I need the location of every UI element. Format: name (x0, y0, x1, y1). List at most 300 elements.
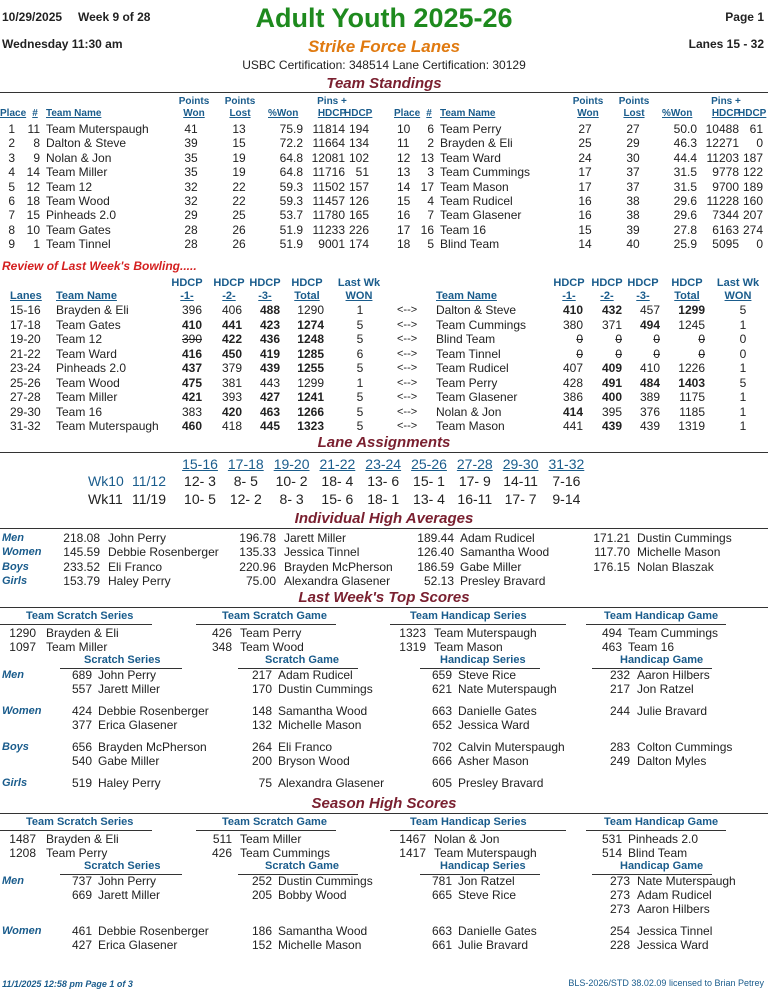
bowler-name: Samantha Wood (460, 545, 550, 560)
score: 244 (609, 704, 630, 718)
score: 1290 (297, 303, 324, 317)
team-name: Nolan & Jon (436, 404, 502, 419)
bowler-name: Dalton Myles (637, 754, 707, 768)
team-name: Team Mason (436, 419, 505, 433)
matchup: 9-14 (552, 491, 581, 507)
hdcp: 61 (749, 122, 763, 136)
matchup: 16-11 (457, 491, 493, 507)
day-time: Wednesday 11:30 am (2, 37, 123, 51)
points-won: 15 (578, 222, 592, 237)
points-won: 17 (578, 165, 592, 180)
points-lost: 25 (232, 208, 246, 223)
score: 217 (251, 668, 272, 682)
bowler-name: Adam Rudicel (278, 668, 353, 682)
score: 514 (601, 846, 622, 860)
score: 663 (431, 704, 452, 718)
category-label: Men (2, 532, 24, 544)
team-name: Team Perry (240, 626, 302, 640)
team-name: Team Muterspaugh (434, 626, 537, 640)
column-header: -1- (180, 290, 194, 302)
underline (196, 830, 336, 831)
divider (0, 528, 768, 529)
column-header: Last Wk (716, 277, 760, 289)
high-avg-title: Individual High Averages (294, 510, 474, 527)
score: 0 (698, 346, 705, 361)
pins-hdcp: 11233 (312, 222, 345, 237)
category-label: Boys (2, 560, 29, 573)
score: 439 (601, 419, 622, 433)
category-label: Women (2, 546, 42, 559)
lane-pair: 21-22 (10, 346, 41, 361)
underline (196, 624, 336, 625)
score: 1285 (297, 346, 324, 361)
place: 15 (397, 194, 411, 208)
column-header: HDCP (671, 277, 703, 289)
matchup: 10- 5 (184, 491, 216, 507)
season-title: Season High Scores (311, 795, 457, 812)
column-header: Handicap Game (620, 654, 704, 666)
lanes-range: Lanes 15 - 32 (688, 37, 764, 51)
team-name: Brayden & Eli (440, 136, 513, 151)
points-lost: 39 (626, 222, 640, 237)
pct-won: 59.3 (279, 194, 303, 208)
team-name: Brayden & Eli (46, 626, 119, 640)
score: 437 (181, 361, 202, 375)
pins-hdcp: 7344 (712, 208, 739, 223)
score: 400 (601, 390, 622, 404)
average: 196.78 (239, 531, 276, 545)
lane-pair-header: 15-16 (182, 456, 218, 472)
column-header: HDCP (738, 108, 767, 119)
week-label: Wk10 (88, 473, 124, 489)
average: 126.40 (417, 545, 454, 560)
score: 381 (221, 375, 242, 390)
score: 1403 (678, 375, 705, 390)
pins-hdcp: 5095 (712, 237, 739, 252)
column-header: Place (394, 108, 421, 119)
review-row (0, 347, 768, 361)
score: 659 (431, 668, 452, 682)
column-header: %Won (662, 108, 693, 119)
score: 1299 (678, 303, 705, 317)
score: 702 (431, 740, 452, 754)
score: 1097 (9, 640, 36, 654)
score: 443 (259, 375, 280, 390)
standings-title: Team Standings (326, 75, 442, 92)
points-won: 39 (184, 136, 198, 151)
vs-arrow: <--> (397, 333, 418, 345)
bowler-name: Jarett Miller (98, 682, 161, 696)
category-label: Women (2, 705, 42, 717)
hdcp: 157 (348, 179, 369, 194)
pct-won: 64.8 (279, 165, 303, 180)
matchup: 8- 3 (279, 491, 304, 507)
column-header: -3- (258, 290, 272, 302)
team-number: 14 (26, 165, 40, 180)
bowler-name: Michelle Mason (278, 718, 362, 732)
hdcp: 274 (742, 222, 763, 237)
column-header: HDCP (171, 277, 203, 289)
score: 1 (356, 303, 364, 317)
lane-pair-header: 23-24 (365, 456, 402, 472)
team-number: 11 (27, 122, 40, 136)
category-label: Girls (2, 777, 28, 789)
vs-arrow: <--> (397, 391, 418, 403)
team-number: 15 (26, 208, 40, 223)
hdcp: 51 (355, 165, 369, 180)
matchup: 13- 4 (413, 491, 445, 507)
pct-won: 25.9 (673, 237, 697, 252)
average: 135.33 (239, 545, 276, 560)
team-name: Team Mason (440, 179, 509, 194)
lane-pair: 31-32 (10, 419, 41, 433)
standings-row (0, 151, 768, 165)
score: 663 (431, 924, 452, 938)
average: 145.59 (63, 545, 100, 560)
team-name: Team Miller (46, 165, 108, 180)
points-won: 32 (184, 179, 198, 194)
matchup: 18- 4 (321, 473, 354, 489)
standings-row (0, 122, 768, 136)
bowler-name: Debbie Rosenberger (98, 924, 209, 938)
bowler-name: John Perry (108, 531, 167, 545)
pct-won: 29.6 (673, 194, 697, 208)
score: 5 (356, 317, 364, 332)
score: 1 (739, 361, 747, 375)
pct-won: 51.9 (279, 237, 303, 252)
score: 737 (71, 874, 92, 888)
score: 5 (356, 419, 364, 433)
bowler-name: Nate Muterspaugh (458, 682, 557, 696)
points-won: 41 (184, 122, 198, 136)
average: 75.00 (245, 573, 276, 588)
points-won: 16 (578, 208, 592, 223)
bowler-name: Erica Glasener (98, 718, 178, 732)
score: 200 (251, 754, 272, 768)
place: 2 (8, 136, 15, 151)
column-header: Handicap Series (440, 860, 526, 872)
place: 5 (8, 179, 15, 194)
team-name: Team Gates (56, 317, 121, 332)
bowler-name: Danielle Gates (458, 924, 537, 938)
bowler-name: Haley Perry (98, 776, 161, 790)
standings-row (0, 180, 768, 194)
column-header: Team Scratch Series (26, 610, 134, 622)
pins-hdcp: 6163 (712, 222, 739, 237)
score: 0 (615, 346, 622, 361)
average: 176.15 (593, 559, 630, 574)
team-name: Team Miller (240, 832, 302, 846)
pct-won: 46.3 (673, 136, 697, 151)
score: 420 (221, 404, 242, 419)
points-won: 32 (184, 194, 198, 208)
score: 557 (71, 682, 92, 696)
score: 441 (221, 317, 242, 332)
score: 148 (251, 704, 272, 718)
score: 1 (739, 317, 747, 332)
score: 494 (601, 626, 622, 640)
bowler-name: Julie Bravard (637, 704, 708, 718)
score: 418 (221, 419, 242, 433)
pct-won: 27.8 (673, 222, 697, 237)
points-lost: 29 (626, 136, 640, 151)
score: 445 (259, 419, 280, 433)
team-name: Team Wood (240, 640, 304, 654)
lane-pair: 19-20 (10, 332, 41, 346)
column-header: Team Name (46, 108, 102, 119)
score: 1290 (9, 626, 36, 640)
score: 511 (212, 832, 232, 846)
matchup: 13- 6 (367, 473, 400, 489)
bowler-name: Nolan Blaszak (637, 559, 714, 574)
points-lost: 30 (626, 150, 640, 165)
team-name: Team 12 (46, 179, 93, 194)
points-won: 28 (184, 237, 198, 252)
place: 14 (397, 179, 411, 194)
standings-row (0, 223, 768, 237)
column-header: Pins + (317, 96, 347, 107)
column-header: Team Scratch Game (222, 610, 327, 622)
team-name: Team Ward (440, 150, 501, 165)
place: 1 (8, 122, 15, 136)
standings-row (0, 165, 768, 179)
points-won: 27 (578, 122, 592, 136)
standings-row (0, 136, 768, 150)
divider (0, 607, 768, 608)
score: 1 (739, 390, 747, 404)
score: 348 (211, 640, 232, 654)
score: 410 (562, 303, 583, 317)
score: 540 (71, 754, 92, 768)
week-label: Wk11 (88, 491, 123, 507)
column-header: -2- (222, 290, 236, 302)
underline (390, 830, 566, 831)
column-header: Scratch Game (265, 860, 339, 872)
score: 390 (181, 332, 202, 346)
team-name: Team Muterspaugh (56, 419, 159, 433)
divider (0, 92, 768, 93)
vs-arrow: <--> (397, 362, 418, 374)
score: 450 (221, 346, 242, 361)
points-won: 17 (578, 179, 592, 194)
score: 407 (562, 361, 583, 375)
score: 0 (739, 346, 747, 361)
column-header: Points (224, 96, 256, 107)
team-name: Team Tinnel (436, 346, 501, 361)
week-date: 11/12 (132, 473, 166, 489)
pins-hdcp: 11502 (312, 179, 345, 194)
team-number: 17 (420, 179, 434, 194)
score: 1208 (9, 846, 36, 860)
points-lost: 19 (232, 165, 246, 180)
lane-pair-header: 25-26 (411, 456, 447, 472)
team-name: Nolan & Jon (46, 150, 112, 165)
vs-arrow: <--> (397, 304, 418, 316)
bowler-name: Jarett Miller (284, 531, 347, 545)
matchup: 15- 1 (413, 473, 445, 489)
bowler-name: Michelle Mason (278, 938, 362, 952)
average: 52.13 (423, 573, 454, 588)
team-name: Team Rudicel (440, 194, 513, 208)
bowler-name: Dustin Cummings (278, 874, 373, 888)
column-header: -3- (636, 290, 650, 302)
column-header: HDCP (317, 108, 347, 119)
bowler-name: Bobby Wood (278, 888, 347, 902)
score: 1487 (9, 832, 36, 846)
score: 1319 (678, 419, 705, 433)
column-header: WON (724, 290, 752, 302)
column-header: Lost (229, 108, 251, 119)
bowler-name: Michelle Mason (637, 545, 721, 560)
score: 283 (609, 740, 630, 754)
score: 409 (601, 361, 622, 375)
points-lost: 26 (232, 222, 246, 237)
team-name: Dalton & Steve (46, 136, 127, 151)
team-number: 16 (420, 222, 434, 237)
score: 689 (71, 668, 92, 682)
score: 427 (259, 390, 280, 404)
score: 1248 (297, 332, 324, 346)
bowler-name: Nate Muterspaugh (637, 874, 736, 888)
week-label: Week 9 of 28 (78, 10, 151, 24)
bowler-name: Eli Franco (108, 559, 163, 574)
place: 13 (397, 165, 411, 180)
team-name: Team Rudicel (436, 361, 509, 375)
score: 419 (259, 346, 280, 361)
pins-hdcp: 11814 (312, 122, 345, 136)
average: 189.44 (417, 531, 454, 545)
score: 217 (609, 682, 630, 696)
bowler-name: Jon Ratzel (458, 874, 515, 888)
score: 0 (653, 346, 660, 361)
bowler-name: Debbie Rosenberger (98, 704, 209, 718)
column-header: Lost (623, 108, 645, 119)
hdcp: 207 (742, 208, 763, 223)
average: 218.08 (63, 531, 100, 545)
bowler-name: John Perry (98, 668, 157, 682)
score: 186 (251, 924, 272, 938)
column-header: Team Scratch Series (26, 816, 134, 828)
points-lost: 40 (626, 237, 640, 252)
column-header: Team Name (56, 290, 117, 302)
team-name: Pinheads 2.0 (46, 208, 117, 223)
category-label: Boys (2, 741, 29, 753)
column-header: Last Wk (337, 277, 381, 289)
hdcp: 194 (348, 122, 369, 136)
score: 205 (251, 888, 272, 902)
place: 7 (8, 208, 15, 223)
underline (586, 624, 726, 625)
pct-won: 72.2 (279, 136, 303, 151)
underline (0, 830, 152, 831)
score: 396 (181, 303, 202, 317)
column-header: Points (178, 96, 210, 107)
lane-pair-header: 21-22 (319, 456, 356, 472)
matchup: 12- 2 (229, 491, 262, 507)
place: 12 (397, 150, 411, 165)
points-lost: 37 (626, 165, 640, 180)
score: 436 (259, 332, 280, 346)
score: 428 (562, 375, 583, 390)
column-header: Total (294, 290, 320, 302)
lane-pair-header: 31-32 (548, 456, 585, 472)
points-lost: 37 (626, 179, 640, 194)
certification: USBC Certification: 348514 Lane Certification: 30129 (242, 58, 526, 72)
bowler-name: Debbie Rosenberger (108, 545, 219, 560)
column-header: HDCP (553, 277, 585, 289)
vs-arrow: <--> (397, 347, 418, 360)
review-row (0, 318, 768, 332)
score: 6 (356, 346, 364, 361)
points-lost: 22 (232, 194, 246, 208)
divider (0, 813, 768, 814)
column-header: WON (345, 290, 373, 302)
place: 11 (397, 136, 410, 151)
team-number: 1 (33, 237, 40, 252)
team-name: Nolan & Jon (434, 832, 500, 846)
score: 0 (653, 332, 660, 346)
underline (390, 624, 566, 625)
score: 273 (609, 874, 630, 888)
team-number: 8 (33, 136, 40, 151)
matchup: 14-11 (503, 473, 538, 489)
score: 1323 (297, 419, 324, 433)
bowler-name: Steve Rice (458, 888, 517, 902)
team-number: 5 (427, 237, 434, 252)
bowler-name: John Perry (98, 874, 157, 888)
score: 1245 (678, 317, 705, 332)
points-lost: 22 (232, 179, 246, 194)
score: 170 (251, 682, 272, 696)
score: 652 (431, 718, 452, 732)
team-number: 3 (427, 165, 434, 180)
lane-pair: 25-26 (10, 375, 41, 390)
score: 1241 (297, 390, 324, 404)
score: 393 (221, 390, 242, 404)
score: 254 (609, 924, 630, 938)
score: 1226 (678, 361, 705, 375)
score: 264 (251, 740, 272, 754)
score: 531 (601, 832, 622, 846)
bowler-name: Jessica Ward (458, 718, 530, 732)
matchup: 7-16 (552, 473, 581, 489)
bowler-name: Brayden McPherson (98, 740, 207, 754)
team-name: Dalton & Steve (436, 303, 517, 317)
pct-won: 31.5 (673, 165, 697, 180)
score: 0 (576, 332, 583, 346)
pct-won: 44.4 (673, 150, 697, 165)
team-name: Team Tinnel (46, 237, 111, 252)
score: 1417 (399, 846, 426, 860)
vs-arrow: <--> (397, 318, 418, 331)
average: 117.70 (594, 545, 630, 560)
team-name: Team Perry (46, 846, 108, 860)
score: 423 (259, 317, 280, 332)
hdcp: 134 (348, 136, 369, 151)
team-number: 9 (33, 150, 40, 165)
score: 1319 (399, 640, 426, 654)
team-name: Team Muterspaugh (46, 122, 149, 136)
score: 0 (576, 346, 583, 361)
matchup: 8- 5 (233, 473, 258, 489)
points-lost: 38 (626, 194, 640, 208)
team-number: 13 (420, 150, 434, 165)
hdcp: 0 (756, 136, 763, 151)
lane-pair: 15-16 (10, 303, 41, 317)
pins-hdcp: 12081 (311, 150, 345, 165)
score: 377 (71, 718, 92, 732)
pins-hdcp: 9700 (712, 179, 739, 194)
